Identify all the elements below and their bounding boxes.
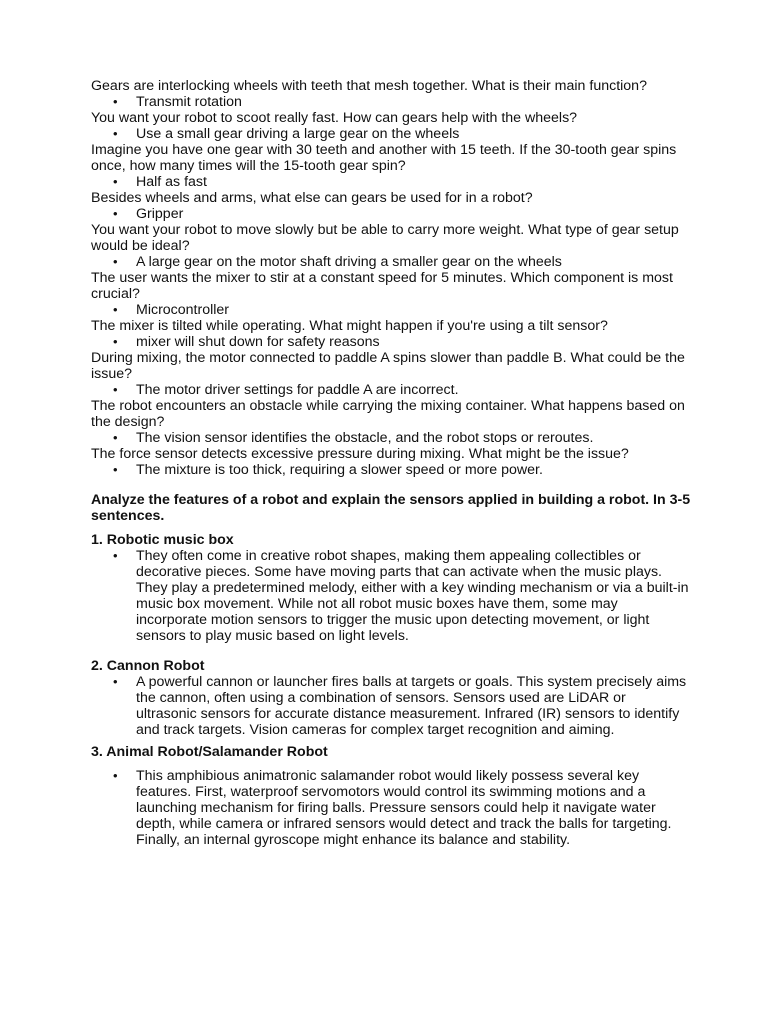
section-list-music-box <box>91 548 691 644</box>
answer-list-8 <box>91 382 691 398</box>
answer-8: • The motor driver settings for paddle A are incorrect. <box>91 382 691 398</box>
answer-list-2 <box>91 126 691 142</box>
document-page <box>91 78 691 848</box>
answer-2: • Use a small gear driving a large gear on the wheels <box>91 126 691 142</box>
answer-5: • A large gear on the motor shaft driving a smaller gear on the wheels <box>91 254 691 270</box>
answer-3: • Half as fast <box>91 174 691 190</box>
question-4: Besides wheels and arms, what else can gears be used for in a robot? <box>91 190 533 206</box>
question-9: The robot encounters an obstacle while carrying the mixing container. What happens based on the design? <box>91 398 685 430</box>
section-body-music-box: • They often come in creative robot shapes, making them appealing collectibles or decorative pieces. Some have moving parts that can activate when the music plays. They play a predetermined melody, either with a key winding mechanism or via a built-in music box movement. While not all robot music boxes have them, some may incorporate motion sensors to trigger the music upon detecting movement, or light sensors to play music based on light levels. <box>91 548 691 644</box>
answer-7: • mixer will shut down for safety reasons <box>91 334 691 350</box>
question-10: The force sensor detects excessive pressure during mixing. What might be the issue? <box>91 446 629 462</box>
spacer <box>91 644 691 658</box>
answer-list-9 <box>91 430 691 446</box>
section-title-animal-robot: 3. Animal Robot/Salamander Robot <box>91 744 328 760</box>
question-3: Imagine you have one gear with 30 teeth and another with 15 teeth. If the 30-tooth gear spins once, how many times will the 15-tooth gear spin? <box>91 142 677 174</box>
answer-4: • Gripper <box>91 206 691 222</box>
question-2: You want your robot to scoot really fast. How can gears help with the wheels? <box>91 110 578 126</box>
answer-list-4 <box>91 206 691 222</box>
question-6: The user wants the mixer to stir at a constant speed for 5 minutes. Which component is most crucial? <box>91 270 673 302</box>
answer-6: • Microcontroller <box>91 302 691 318</box>
answer-1: • Transmit rotation <box>91 94 691 110</box>
answer-list-5 <box>91 254 691 270</box>
answer-list-1 <box>91 94 691 110</box>
section-body-animal-robot: • This amphibious animatronic salamander robot would likely possess several key features. First, waterproof servomotors would control its swimming motions and a launching mechanism for firing balls. Pressure sensors could help it navigate water depth, while camera or infrared sensors would detect and track the balls for targeting. Finally, an internal gyroscope might enhance its balance and stability. <box>91 768 691 848</box>
answer-10: • The mixture is too thick, requiring a slower speed or more power. <box>91 462 691 478</box>
answer-list-10 <box>91 462 691 478</box>
section-list-animal-robot <box>91 768 691 848</box>
question-7: The mixer is tilted while operating. What might happen if you're using a tilt sensor? <box>91 318 608 334</box>
section-title-music-box: 1. Robotic music box <box>91 532 234 548</box>
question-1: Gears are interlocking wheels with teeth that mesh together. What is their main function? <box>91 78 647 94</box>
answer-list-3 <box>91 174 691 190</box>
section-title-cannon-robot: 2. Cannon Robot <box>91 658 205 674</box>
spacer <box>91 760 691 768</box>
question-8: During mixing, the motor connected to paddle A spins slower than paddle B. What could be the issue? <box>91 350 685 382</box>
question-5: You want your robot to move slowly but be able to carry more weight. What type of gear setup would be ideal? <box>91 222 679 254</box>
answer-list-6 <box>91 302 691 318</box>
section-list-cannon-robot <box>91 674 691 738</box>
spacer <box>91 524 691 532</box>
section-body-cannon-robot: • A powerful cannon or launcher fires balls at targets or goals. This system precisely aims the cannon, often using a combination of sensors. Sensors used are LiDAR or ultrasonic sensors for accurate distance measurement. Infrared (IR) sensors to identify and track targets. Vision cameras for complex target recognition and aiming. <box>91 674 691 738</box>
answer-list-7 <box>91 334 691 350</box>
answer-9: • The vision sensor identifies the obstacle, and the robot stops or reroutes. <box>91 430 691 446</box>
spacer <box>91 478 691 492</box>
analyze-prompt: Analyze the features of a robot and explain the sensors applied in building a robot. In 3-5 sentences. <box>91 492 691 524</box>
